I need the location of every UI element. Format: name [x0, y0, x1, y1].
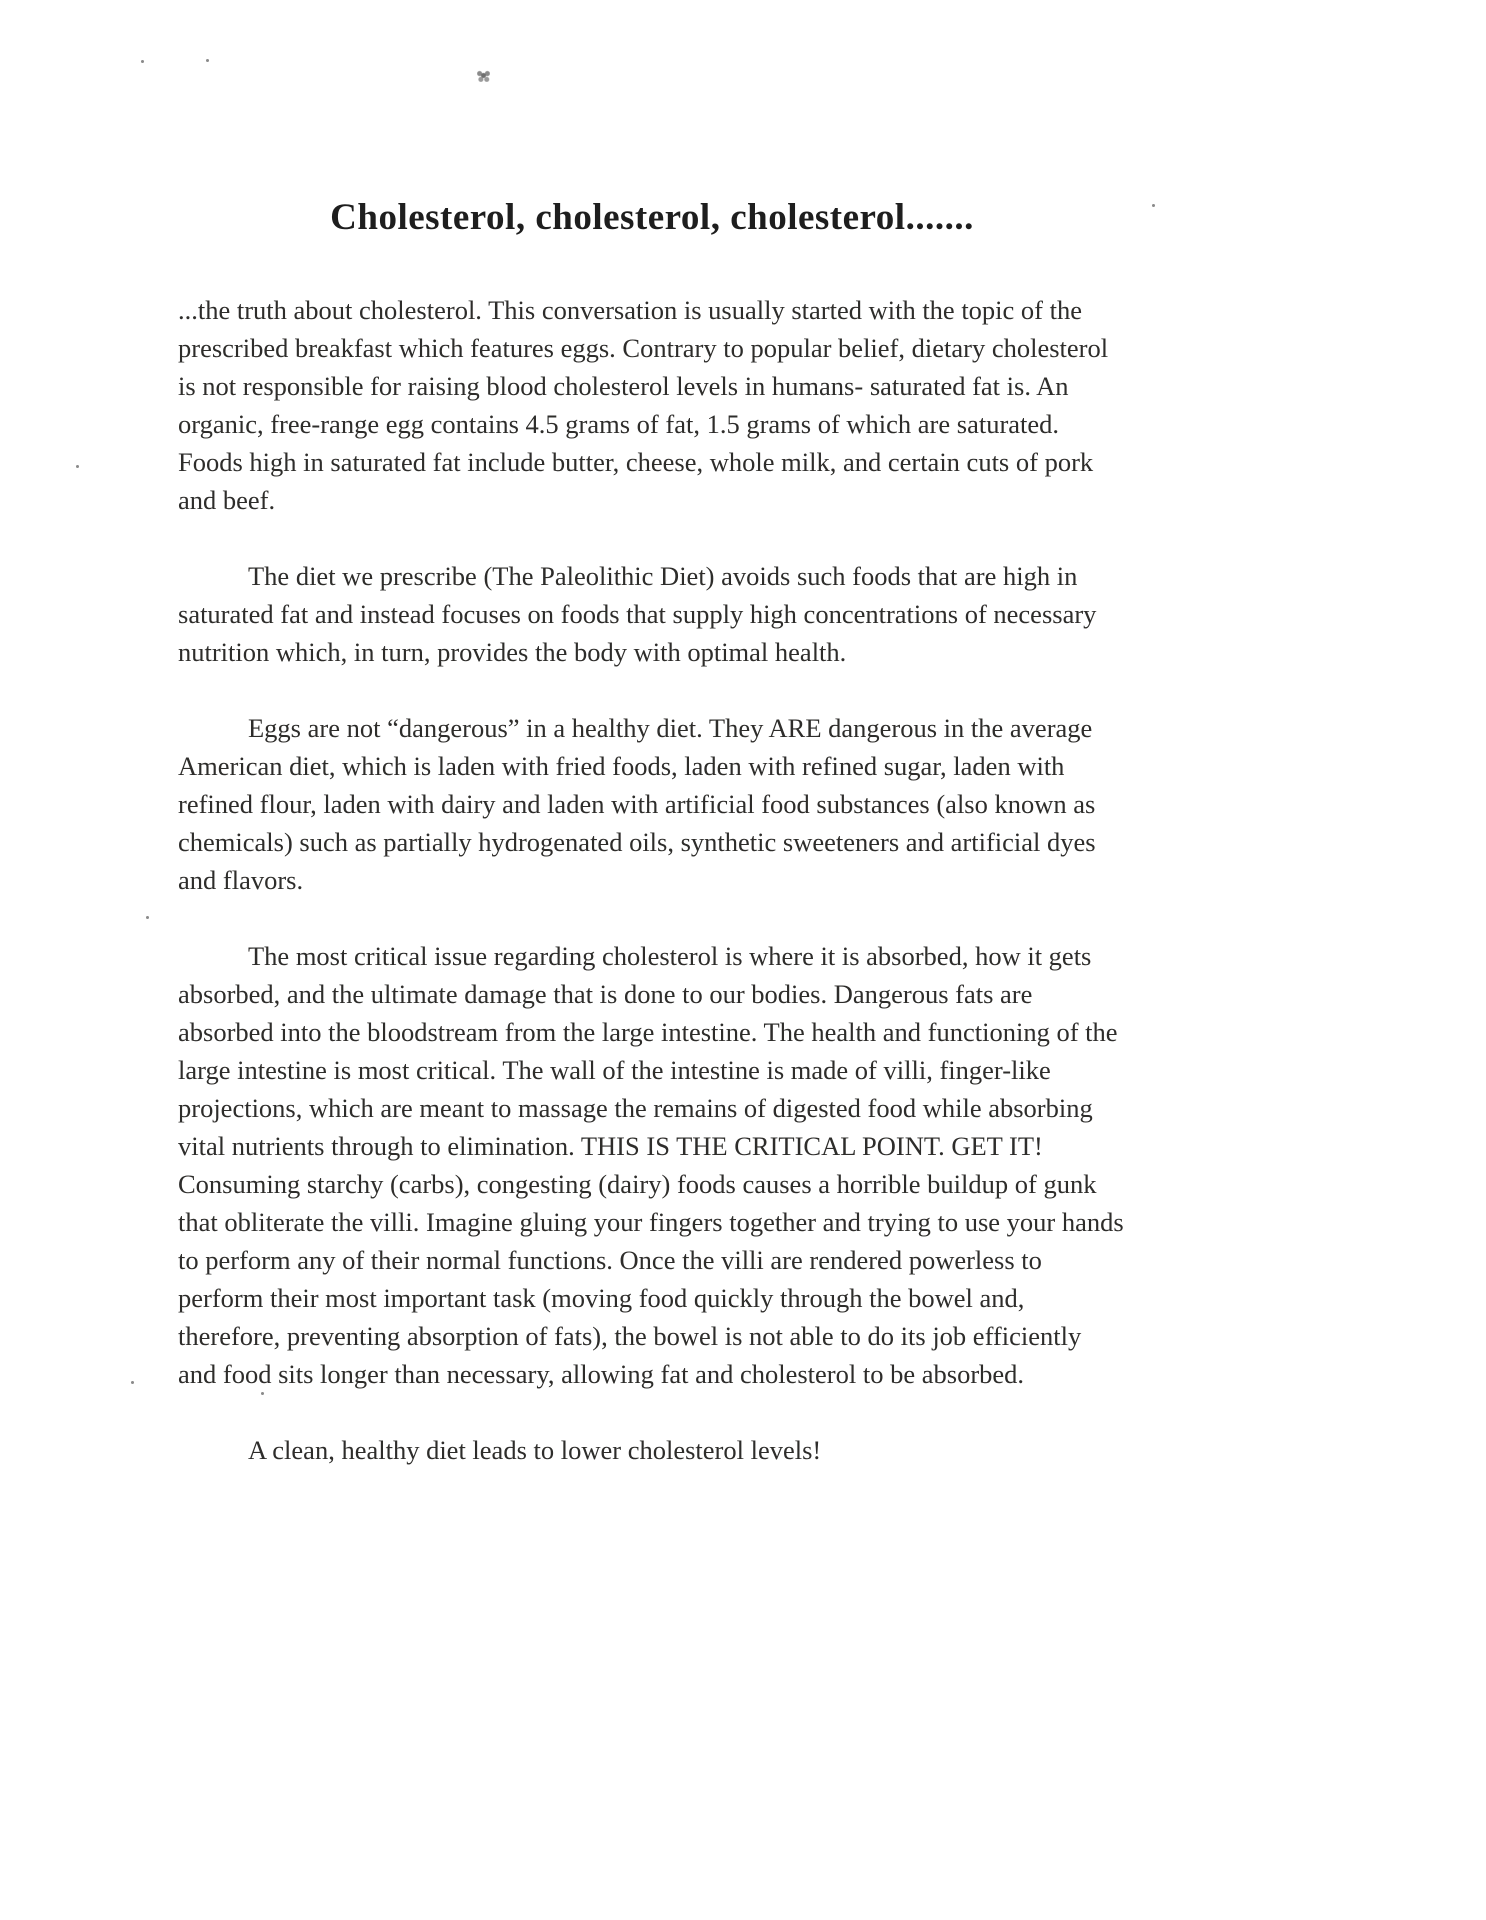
paragraph: The diet we prescribe (The Paleolithic Diet) avoids such foods that are high in saturated fat and instead focuses on foods that supply high concentrations of necessary nutrition which, in turn, provides the body with optimal health.	[178, 561, 1097, 667]
paragraph: The most critical issue regarding cholesterol is where it is absorbed, how it gets absorbed, and the ultimate damage that is done to our bodies. Dangerous fats are absorbed into the bloodstream from the large intestine. The health and functioning of the large intestine is most critical. The wall of the intestine is made of villi, finger-like projections, which are meant to massage the remains of digested food while absorbing vital nutrients through to elimination. THIS IS THE CRITICAL POINT. GET IT! Consuming starchy (carbs), congesting (dairy) foods causes a horrible buildup of gunk that obliterate the villi. Imagine gluing your fingers together and trying to use your hands to perform any of their normal functions. Once the villi are rendered powerless to perform their most important task (moving food quickly through the bowel and, therefore, preventing absorption of fats), the bowel is not able to do its job efficiently and food sits longer than necessary, allowing fat and cholesterol to be absorbed.	[178, 941, 1124, 1389]
scan-speck	[76, 465, 79, 468]
scan-artifact-mark	[477, 69, 490, 82]
scan-speck	[206, 59, 209, 62]
page-title: Cholesterol, cholesterol, cholesterol.......	[330, 197, 974, 238]
paragraph: Eggs are not “dangerous” in a healthy diet. They ARE dangerous in the average American diet, which is laden with fried foods, laden with refined sugar, laden with refined flour, laden with dairy and laden with artificial food substances (also known as chemicals) such as partially hydrogenated oils, synthetic sweeteners and artificial dyes and flavors.	[178, 713, 1096, 895]
document-paragraphs	[178, 291, 1126, 1469]
document-content	[178, 196, 1126, 1507]
scan-speck	[141, 60, 144, 63]
scan-speck	[1152, 204, 1155, 207]
scan-speck	[131, 1381, 134, 1384]
paragraph: ...the truth about cholesterol. This conversation is usually started with the topic of the prescribed breakfast which features eggs. Contrary to popular belief, dietary cholesterol is not responsible for raising blood cholesterol levels in humans- saturated fat is. An organic, free-range egg contains 4.5 grams of fat, 1.5 grams of which are saturated. Foods high in saturated fat include butter, cheese, whole milk, and certain cuts of pork and beef.	[178, 295, 1109, 515]
paragraph: A clean, healthy diet leads to lower cholesterol levels!	[248, 1435, 822, 1465]
scan-speck	[146, 916, 149, 919]
